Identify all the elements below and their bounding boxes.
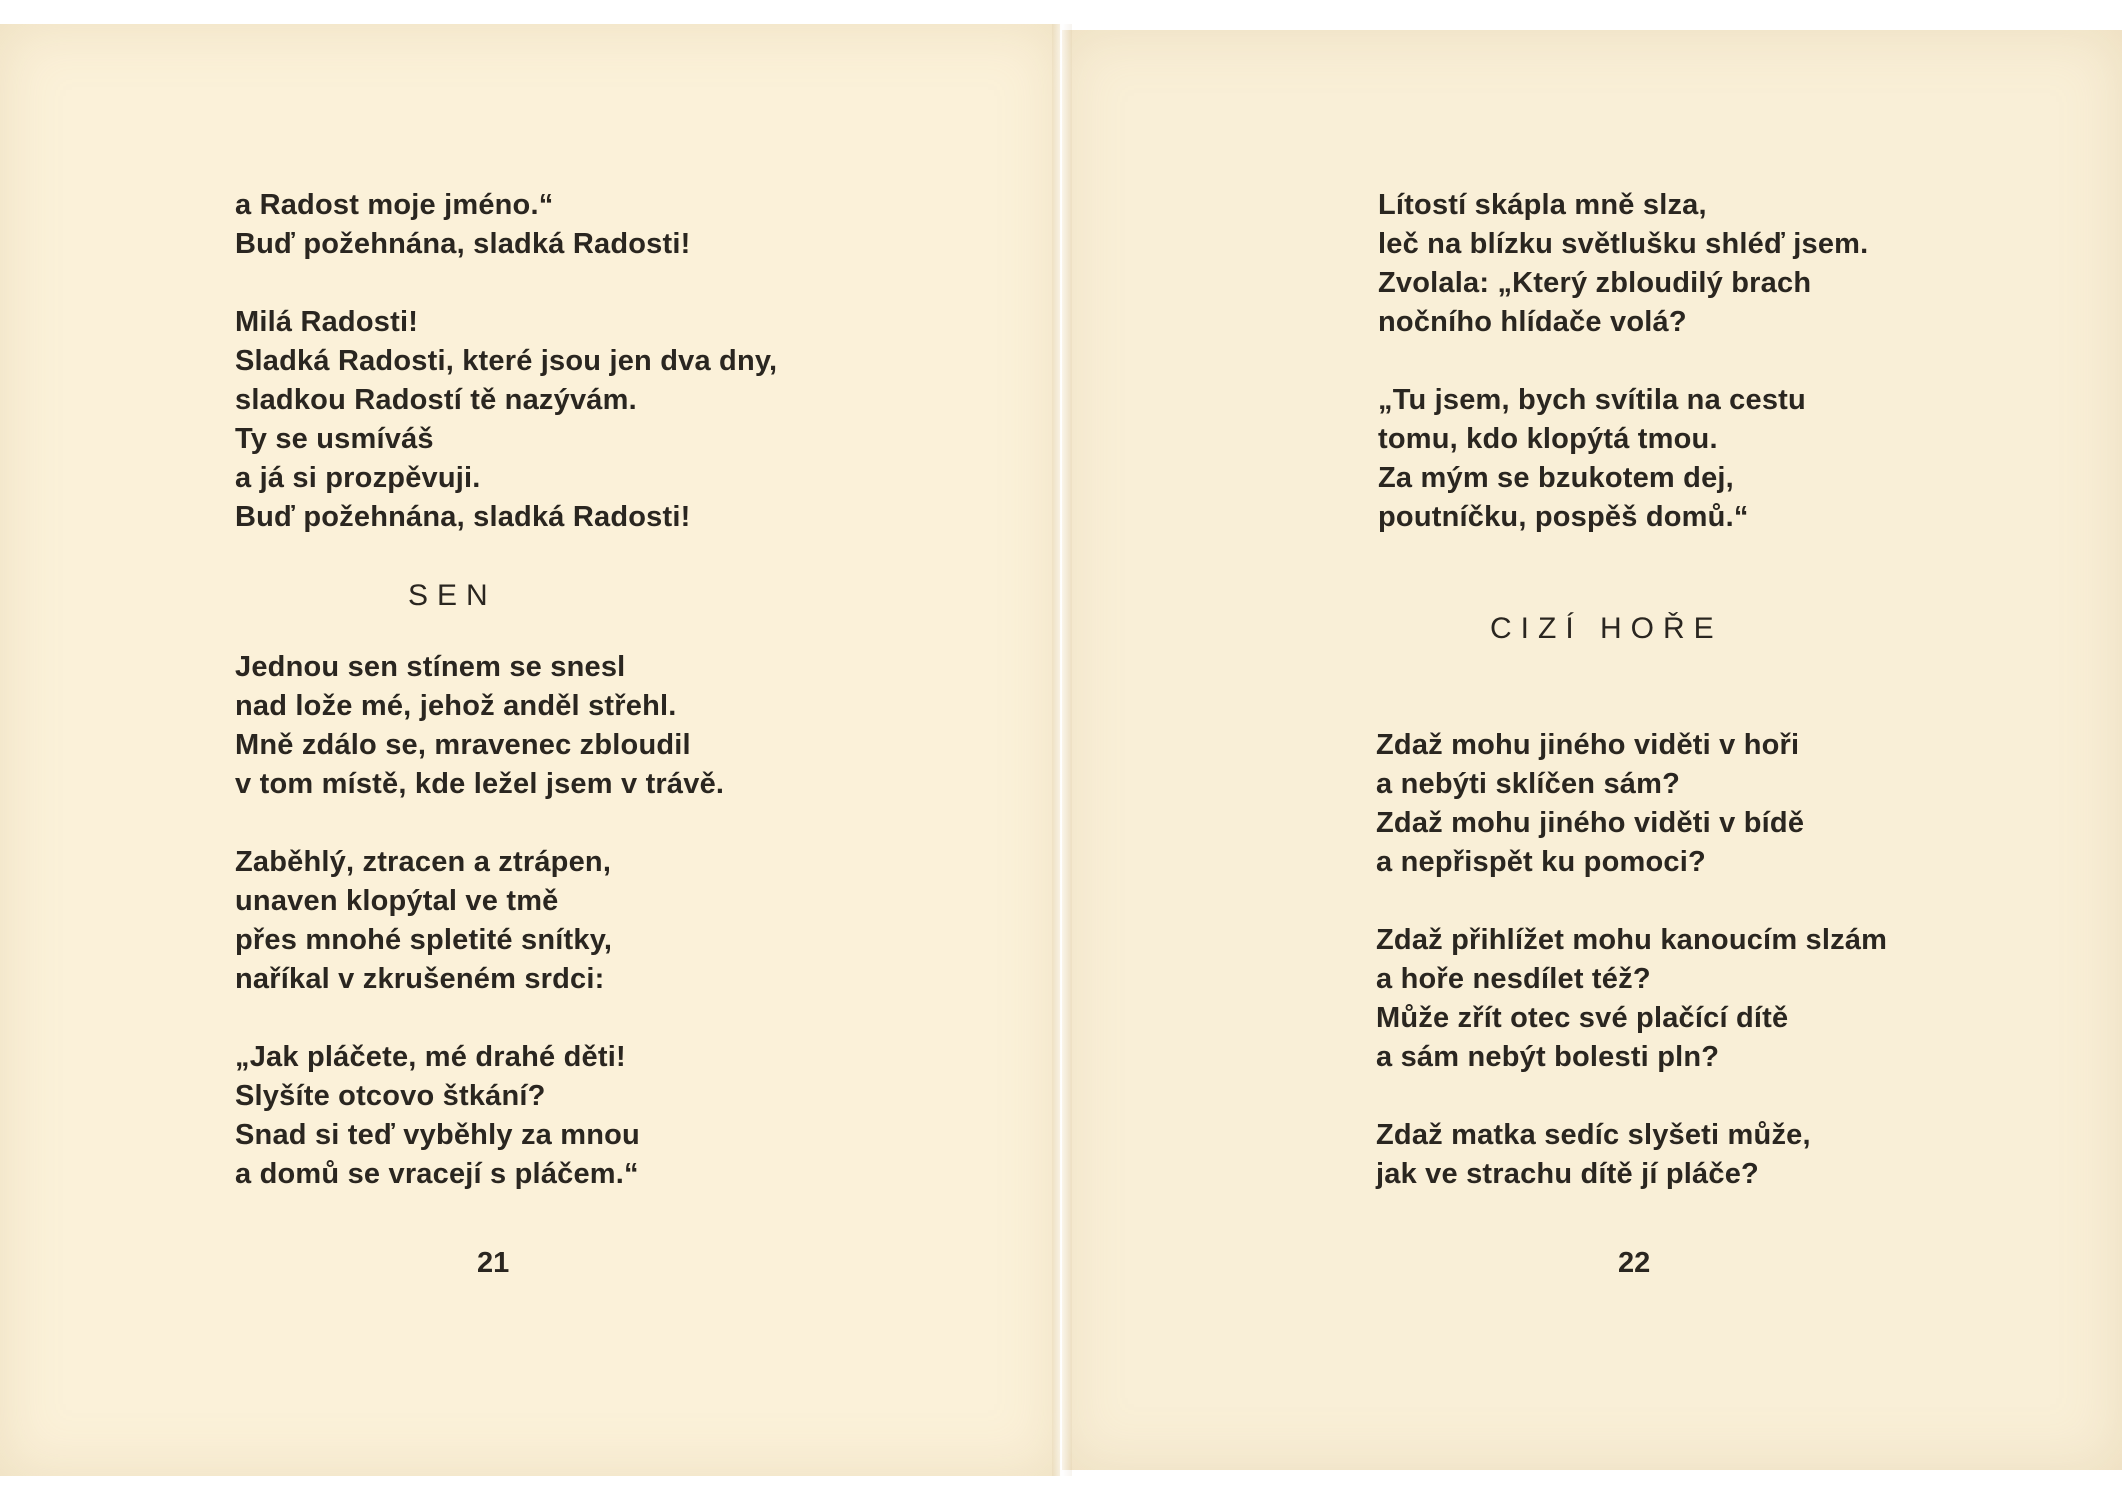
verse-line: Zdaž matka sedíc slyšeti může, (1376, 1119, 1811, 1151)
stanza (235, 1038, 724, 1194)
page-number-right: 22 (1618, 1247, 1651, 1279)
verse-line: Buď požehnána, sladká Radosti! (235, 228, 691, 260)
poem-title-sen: SEN (408, 579, 497, 612)
stanza (1376, 726, 1887, 882)
verse-line: Zdaž mohu jiného viděti v bídě (1376, 807, 1805, 839)
right-poem-text (1376, 726, 1887, 1194)
stanza (1378, 186, 1868, 342)
verse-line: poutníčku, pospěš domů.“ (1378, 501, 1749, 533)
stanza (235, 303, 777, 537)
right-page-text (1378, 186, 1868, 537)
verse-line: Slyšíte otcovo štkání? (235, 1080, 546, 1112)
verse-line: Buď požehnána, sladká Radosti! (235, 501, 691, 533)
verse-line: a sám nebýt bolesti pln? (1376, 1041, 1720, 1073)
verse-line: Mně zdálo se, mravenec zbloudil (235, 729, 691, 761)
verse-line: leč na blízku světlušku shléď jsem. (1378, 228, 1869, 260)
verse-line: Může zřít otec své plačící dítě (1376, 1002, 1789, 1034)
verse-line: přes mnohé spletité snítky, (235, 924, 613, 956)
verse-line: unaven klopýtal ve tmě (235, 885, 559, 917)
verse-line: naříkal v zkrušeném srdci: (235, 963, 605, 995)
left-poem-text (235, 648, 724, 1194)
verse-line: jak ve strachu dítě jí pláče? (1376, 1158, 1759, 1190)
verse-line: Zaběhlý, ztracen a ztrápen, (235, 846, 612, 878)
poem-title-cizi-hore: CIZÍ HOŘE (1490, 612, 1723, 645)
page-number-left: 21 (477, 1247, 510, 1279)
verse-line: nočního hlídače volá? (1378, 306, 1687, 338)
verse-line: Ty se usmíváš (235, 423, 434, 455)
verse-line: Lítostí skápla mně slza, (1378, 189, 1707, 221)
stanza (235, 648, 724, 804)
verse-line: Sladká Radosti, které jsou jen dva dny, (235, 345, 778, 377)
book-fold (1052, 24, 1072, 1476)
stanza (235, 843, 724, 999)
verse-line: Jednou sen stínem se snesl (235, 651, 626, 683)
stanza (1376, 921, 1887, 1077)
verse-line: sladkou Radostí tě nazývám. (235, 384, 637, 416)
verse-line: a nebýti sklíčen sám? (1376, 768, 1680, 800)
stanza (1378, 381, 1868, 537)
verse-line: Zvolala: „Který zbloudilý brach (1378, 267, 1812, 299)
verse-line: nad lože mé, jehož anděl střehl. (235, 690, 677, 722)
verse-line: „Jak pláčete, mé drahé děti! (235, 1041, 626, 1073)
verse-line: a nepřispět ku pomoci? (1376, 846, 1706, 878)
verse-line: Zdaž mohu jiného viděti v hoři (1376, 729, 1800, 761)
verse-line: tomu, kdo klopýtá tmou. (1378, 423, 1718, 455)
verse-line: a Radost moje jméno.“ (235, 189, 554, 221)
verse-line: v tom místě, kde ležel jsem v trávě. (235, 768, 725, 800)
verse-line: Milá Radosti! (235, 306, 419, 338)
verse-line: Za mým se bzukotem dej, (1378, 462, 1734, 494)
verse-line: a hoře nesdílet též? (1376, 963, 1651, 995)
verse-line: Zdaž přihlížet mohu kanoucím slzám (1376, 924, 1888, 956)
verse-line: Snad si teď vyběhly za mnou (235, 1119, 640, 1151)
stanza (235, 186, 777, 264)
verse-line: a domů se vracejí s pláčem.“ (235, 1158, 639, 1190)
verse-line: a já si prozpěvuji. (235, 462, 481, 494)
left-page-text (235, 186, 777, 537)
verse-line: „Tu jsem, bych svítila na cestu (1378, 384, 1806, 416)
stanza (1376, 1116, 1887, 1194)
